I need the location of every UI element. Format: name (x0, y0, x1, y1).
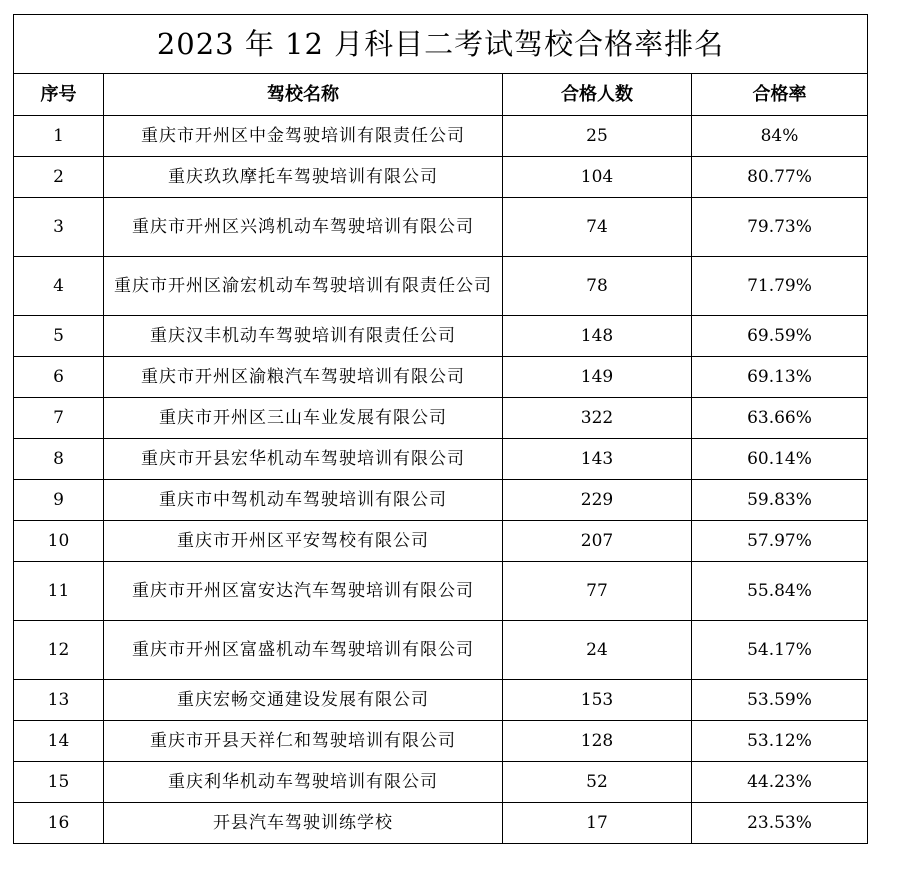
table-body (14, 116, 868, 844)
pass-count: 78 (503, 257, 692, 316)
pass-rate: 63.66% (692, 398, 868, 439)
row-index: 9 (14, 480, 104, 521)
header-pass-count: 合格人数 (503, 74, 692, 116)
school-name: 重庆市开县天祥仁和驾驶培训有限公司 (104, 721, 503, 762)
pass-count: 17 (503, 803, 692, 844)
ranking-table (13, 14, 868, 844)
row-index: 12 (14, 621, 104, 680)
ranking-sheet (13, 14, 867, 844)
pass-rate: 57.97% (692, 521, 868, 562)
pass-rate: 80.77% (692, 157, 868, 198)
pass-count: 322 (503, 398, 692, 439)
table-row (14, 357, 868, 398)
school-name: 重庆市开州区兴鸿机动车驾驶培训有限公司 (104, 198, 503, 257)
school-name: 重庆市开县宏华机动车驾驶培训有限公司 (104, 439, 503, 480)
table-row (14, 803, 868, 844)
table-row (14, 762, 868, 803)
table-row (14, 316, 868, 357)
pass-count: 24 (503, 621, 692, 680)
header-index: 序号 (14, 74, 104, 116)
pass-rate: 79.73% (692, 198, 868, 257)
table-row (14, 621, 868, 680)
pass-count: 104 (503, 157, 692, 198)
pass-count: 77 (503, 562, 692, 621)
pass-count: 149 (503, 357, 692, 398)
table-row (14, 439, 868, 480)
pass-rate: 69.13% (692, 357, 868, 398)
row-index: 6 (14, 357, 104, 398)
row-index: 8 (14, 439, 104, 480)
row-index: 1 (14, 116, 104, 157)
row-index: 15 (14, 762, 104, 803)
school-name: 重庆玖玖摩托车驾驶培训有限公司 (104, 157, 503, 198)
table-row (14, 198, 868, 257)
row-index: 10 (14, 521, 104, 562)
pass-rate: 59.83% (692, 480, 868, 521)
table-row (14, 721, 868, 762)
pass-count: 207 (503, 521, 692, 562)
pass-count: 74 (503, 198, 692, 257)
school-name: 重庆市开州区中金驾驶培训有限责任公司 (104, 116, 503, 157)
school-name: 重庆市开州区渝粮汽车驾驶培训有限公司 (104, 357, 503, 398)
header-pass-rate: 合格率 (692, 74, 868, 116)
pass-count: 153 (503, 680, 692, 721)
pass-rate: 60.14% (692, 439, 868, 480)
pass-count: 148 (503, 316, 692, 357)
table-row (14, 521, 868, 562)
header-school-name: 驾校名称 (104, 74, 503, 116)
row-index: 11 (14, 562, 104, 621)
pass-rate: 53.59% (692, 680, 868, 721)
school-name: 重庆市中驾机动车驾驶培训有限公司 (104, 480, 503, 521)
school-name: 重庆市开州区平安驾校有限公司 (104, 521, 503, 562)
table-row (14, 562, 868, 621)
pass-count: 25 (503, 116, 692, 157)
table-row (14, 398, 868, 439)
table-row (14, 116, 868, 157)
row-index: 4 (14, 257, 104, 316)
pass-rate: 84% (692, 116, 868, 157)
row-index: 5 (14, 316, 104, 357)
school-name: 重庆宏畅交通建设发展有限公司 (104, 680, 503, 721)
pass-rate: 23.53% (692, 803, 868, 844)
row-index: 3 (14, 198, 104, 257)
pass-count: 52 (503, 762, 692, 803)
pass-count: 143 (503, 439, 692, 480)
pass-rate: 71.79% (692, 257, 868, 316)
row-index: 16 (14, 803, 104, 844)
pass-rate: 69.59% (692, 316, 868, 357)
row-index: 7 (14, 398, 104, 439)
row-index: 13 (14, 680, 104, 721)
school-name: 重庆汉丰机动车驾驶培训有限责任公司 (104, 316, 503, 357)
school-name: 重庆市开州区三山车业发展有限公司 (104, 398, 503, 439)
school-name: 重庆市开州区富盛机动车驾驶培训有限公司 (104, 621, 503, 680)
pass-rate: 55.84% (692, 562, 868, 621)
pass-rate: 54.17% (692, 621, 868, 680)
pass-count: 229 (503, 480, 692, 521)
school-name: 重庆利华机动车驾驶培训有限公司 (104, 762, 503, 803)
school-name: 开县汽车驾驶训练学校 (104, 803, 503, 844)
row-index: 2 (14, 157, 104, 198)
school-name: 重庆市开州区渝宏机动车驾驶培训有限责任公司 (104, 257, 503, 316)
table-row (14, 480, 868, 521)
pass-count: 128 (503, 721, 692, 762)
school-name: 重庆市开州区富安达汽车驾驶培训有限公司 (104, 562, 503, 621)
pass-rate: 44.23% (692, 762, 868, 803)
table-row (14, 680, 868, 721)
row-index: 14 (14, 721, 104, 762)
pass-rate: 53.12% (692, 721, 868, 762)
table-title: 2023 年 12 月科目二考试驾校合格率排名 (14, 15, 868, 74)
table-row (14, 157, 868, 198)
table-row (14, 257, 868, 316)
